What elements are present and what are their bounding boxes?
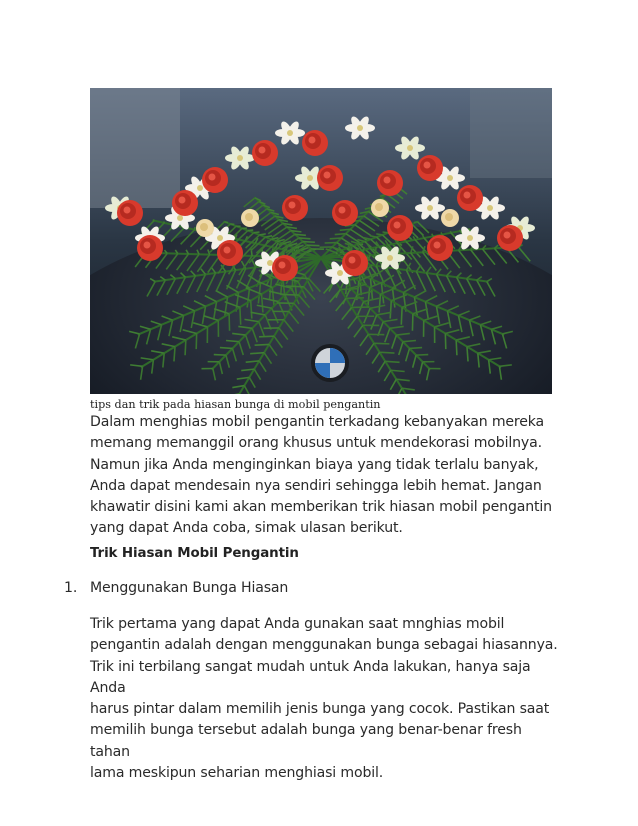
cream-rose-inner	[375, 203, 383, 211]
list-title: Menggunakan Bunga Hiasan	[90, 580, 289, 596]
rose-highlight	[424, 162, 431, 169]
rose-highlight	[434, 242, 441, 249]
intro-line: yang dapat Anda coba, simak ulasan berikut.	[90, 520, 403, 537]
body-line: memilih bunga tersebut adalah bunga yang benar-benar fresh tahan	[90, 722, 522, 760]
frond-leaflet	[401, 307, 402, 324]
cream-rose-inner	[245, 213, 253, 221]
rose-highlight	[289, 202, 296, 209]
frond-leaflet	[380, 352, 395, 353]
flower-arrangement-illustration	[90, 88, 552, 394]
rose-highlight	[209, 174, 216, 181]
frond-leaflet	[214, 355, 226, 356]
list-item	[64, 580, 288, 596]
white-flower-center	[467, 235, 473, 241]
frond-leaflet	[295, 234, 306, 235]
frond-leaflet	[385, 361, 399, 362]
intro-line: Anda dapat mendesain nya sendiri sehingga lebih hemat. Jangan	[90, 477, 542, 494]
white-flower-center	[387, 255, 393, 261]
frond-leaflet	[174, 347, 175, 362]
building-left	[90, 88, 180, 208]
car-logo	[313, 346, 347, 380]
frond-leaflet	[441, 232, 442, 234]
white-flower-center	[217, 235, 223, 241]
rose-highlight	[224, 247, 231, 254]
intro-line: Namun jika Anda menginginkan biaya yang tidak terlalu banyak,	[90, 456, 539, 473]
white-flower-center	[337, 270, 343, 276]
intro-line: Dalam menghias mobil pengantin terkadang kebanyakan mereka	[90, 414, 545, 430]
frond-leaflet	[281, 294, 298, 295]
intro-paragraph	[90, 412, 560, 540]
rose-highlight	[339, 207, 346, 214]
frond-leaflet	[340, 229, 351, 230]
rose-highlight	[144, 242, 151, 249]
rose-highlight	[349, 257, 356, 264]
body-line: Trik ini terbilang sangat mudah untuk Anda lakukan, hanya saja Anda	[90, 658, 531, 696]
frond-leaflet	[303, 242, 315, 243]
white-flower-center	[357, 125, 363, 131]
white-flower-center	[447, 175, 453, 181]
body-line: lama meskipun seharian menghiasi mobil.	[90, 765, 384, 782]
frond-leaflet	[374, 343, 389, 344]
rose-highlight	[504, 232, 511, 239]
frond-leaflet	[341, 289, 359, 290]
white-flower-center	[287, 130, 293, 136]
frond-leaflet	[330, 238, 342, 239]
list-number: 1.	[64, 580, 78, 596]
frond-leaflet	[255, 344, 269, 345]
frond-leaflet	[467, 347, 468, 362]
rose-highlight	[464, 192, 471, 199]
frond-leaflet	[260, 234, 266, 235]
white-flower-center	[197, 185, 203, 191]
rose-highlight	[259, 147, 266, 154]
white-flower-center	[267, 260, 273, 266]
frond-leaflet	[254, 232, 260, 233]
frond-leaflet	[346, 298, 364, 299]
rose-highlight	[384, 177, 391, 184]
cream-rose-inner	[445, 213, 453, 221]
white-flower-center	[237, 155, 243, 161]
rose-highlight	[324, 172, 331, 179]
flower-car-photo	[90, 88, 552, 394]
body-line: harus pintar dalam memilih jenis bunga yang cocok. Pastikan saat	[90, 701, 550, 718]
rose-highlight	[394, 222, 401, 229]
frond-leaflet	[224, 222, 228, 223]
rose-highlight	[124, 207, 131, 214]
body-line: pengantin adalah dengan menggunakan bunga sebagai hiasannya.	[90, 637, 558, 654]
frond-leaflet	[220, 348, 233, 349]
frond-leaflet	[335, 234, 346, 235]
frond-leaflet	[456, 340, 457, 355]
frond-leaflet	[383, 232, 389, 233]
rose-highlight	[179, 197, 186, 204]
cream-rose-inner	[200, 223, 208, 231]
frond-leaflet	[185, 340, 186, 355]
frond-leaflet	[432, 234, 433, 237]
white-flower-center	[427, 205, 433, 211]
frond-leaflet	[410, 348, 423, 349]
frond-leaflet	[414, 222, 418, 223]
frond-leaflet	[376, 234, 382, 235]
section-heading: Trik Hiasan Mobil Pengantin	[90, 546, 299, 561]
intro-line: memang memanggil orang khusus untuk mendekorasi mobilnya.	[90, 435, 542, 452]
frond-leaflet	[259, 336, 274, 337]
frond-leaflet	[240, 307, 241, 324]
building-right	[470, 88, 552, 178]
white-flower-center	[407, 145, 413, 151]
image-caption: tips dan trik pada hiasan bunga di mobil pengantin	[90, 398, 381, 411]
white-flower-center	[307, 175, 313, 181]
white-flower-center	[177, 215, 183, 221]
frond-leaflet	[416, 355, 428, 356]
intro-line: khawatir disini kami akan memberikan trik hiasan mobil pengantin	[90, 499, 552, 516]
frond-leaflet	[390, 301, 391, 319]
rose-highlight	[279, 262, 286, 269]
frond-leaflet	[250, 353, 264, 354]
frond-leaflet	[251, 301, 252, 319]
frond-leaflet	[286, 286, 304, 287]
rose-highlight	[309, 137, 316, 144]
white-flower-center	[487, 205, 493, 211]
frond-leaflet	[450, 231, 451, 233]
body-line: Trik pertama yang dapat Anda gunakan saat mnghias mobil	[90, 616, 505, 632]
frond-leaflet	[299, 238, 310, 239]
body-paragraph	[90, 614, 560, 784]
